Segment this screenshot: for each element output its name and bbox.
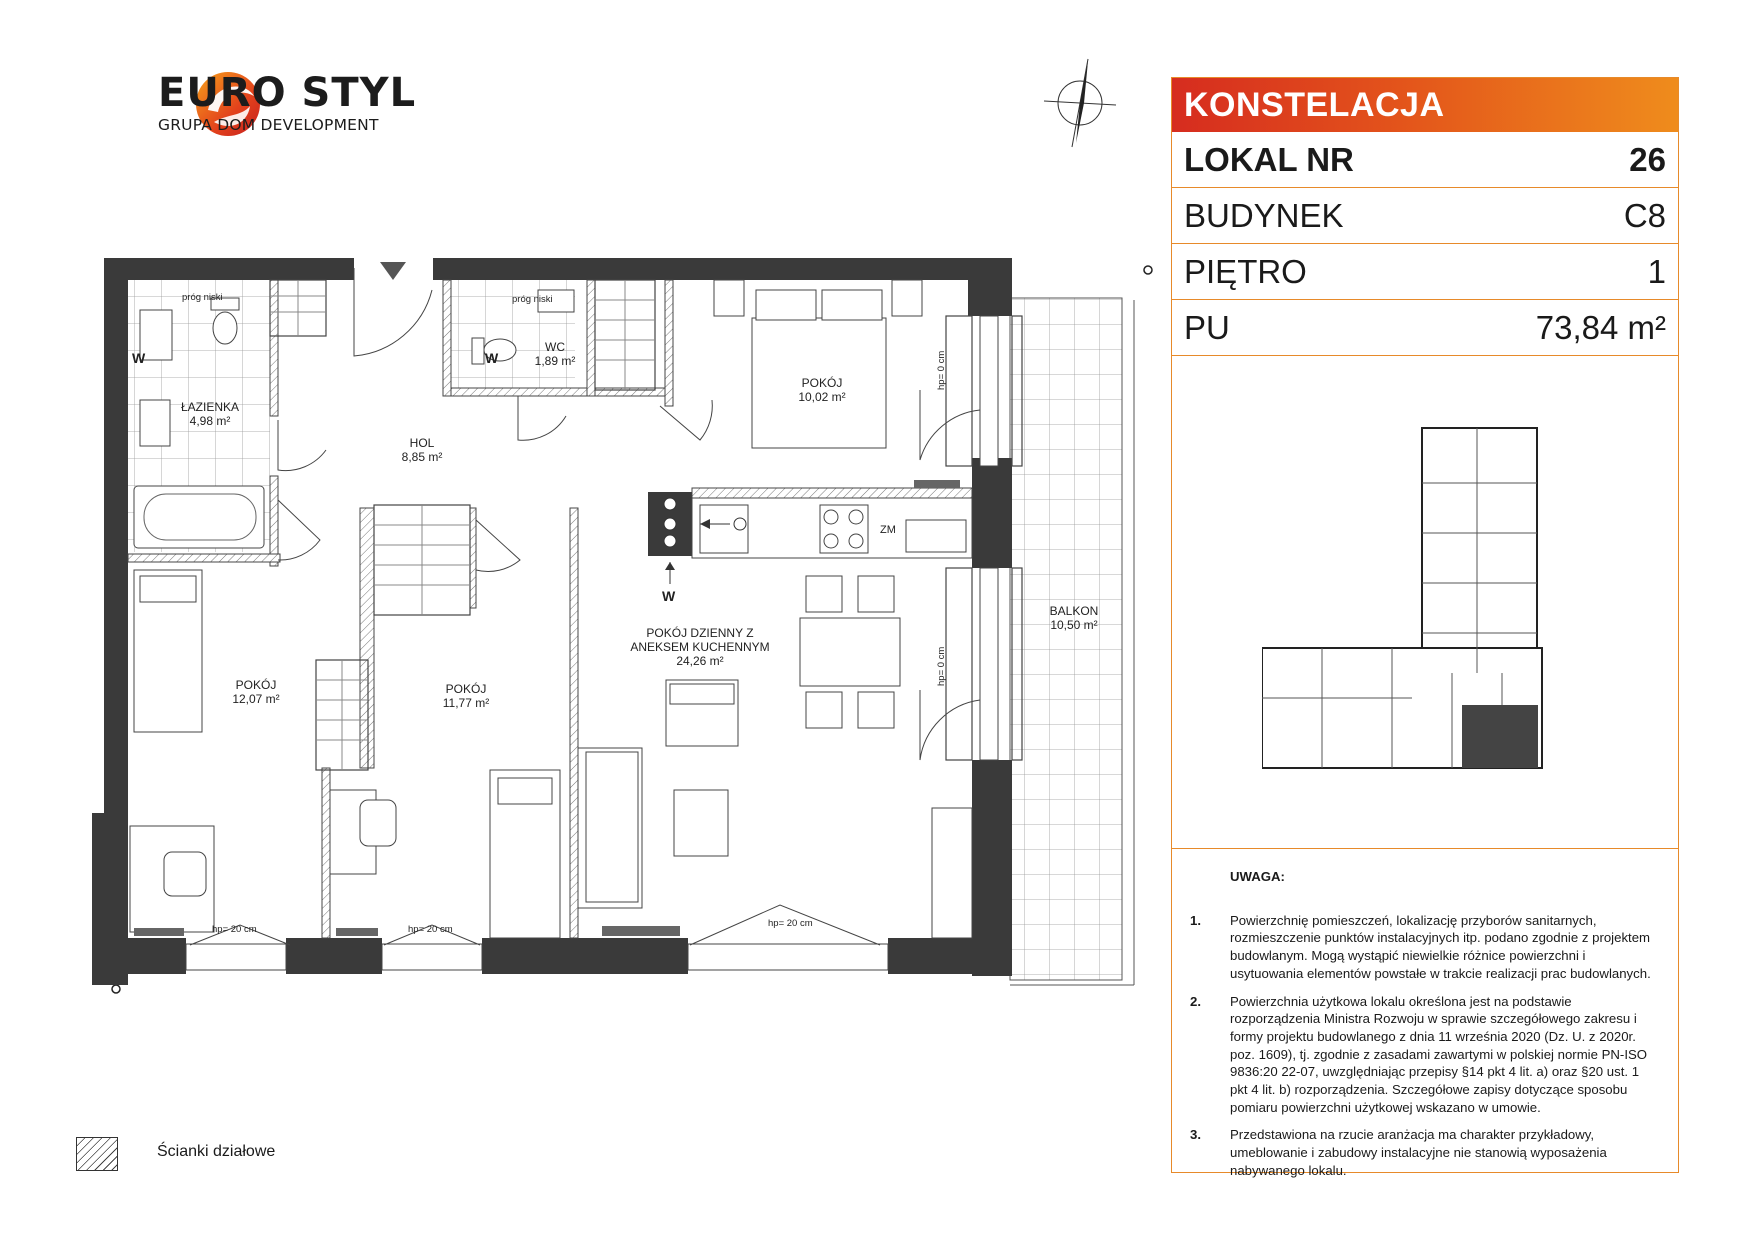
row-value: 1 [1647,253,1666,290]
unit-highlight [1462,705,1538,768]
room-name: POKÓJ [445,682,487,696]
room-name: ŁAZIENKA [180,400,240,414]
room-area: 12,07 m² [232,692,280,706]
room-living-kitchen [600,626,800,668]
room-hol [372,436,472,464]
brand-name: EURO STYL [158,70,417,116]
room-name: WC [545,340,565,354]
row-budynek [1172,188,1678,244]
partition-wall-legend-swatch [76,1137,118,1171]
balcony-area [1010,298,1122,980]
room-name: POKÓJ DZIENNY Z ANEKSEM KUCHENNYM [630,626,770,654]
w-label: W [485,350,499,366]
room-name: HOL [409,436,435,450]
room-name: POKÓJ [235,678,277,692]
row-lokal [1172,132,1678,188]
row-label: BUDYNEK [1184,197,1344,234]
row-label: LOKAL NR [1184,141,1354,178]
row-label: PU [1184,309,1230,346]
room-area: 4,98 m² [189,414,231,428]
note-item [1190,993,1660,1117]
toilet-icon [213,312,237,344]
prog-label: próg niski [182,292,223,303]
bathtub-icon [134,486,264,548]
info-panel [1171,77,1679,1178]
prog-label: próg niski [512,294,553,305]
hp-label: hp= 20 cm [768,918,813,929]
room-area: 11,77 m² [442,696,490,710]
chair-icon [164,852,206,896]
room-area: 8,85 m² [401,450,443,464]
room-area: 10,50 m² [1050,618,1098,632]
hp-label: hp= 0 cm [936,350,947,390]
room-balkon [1024,604,1124,632]
room-pokoj-bedroom [772,376,872,404]
note-number: 2. [1190,993,1201,1009]
brand-subtitle: GRUPA DOM DEVELOPMENT [158,116,379,134]
investment-header [1172,78,1678,132]
room-area: 1,89 m² [534,354,576,368]
room-area: 24,26 m² [676,654,724,668]
note-text: Powierzchnię pomieszczeń, lokalizację przyborów sanitarnych, rozmieszczenie punktów instalacyjnych itp. podano zgodnie z projektem budowlanym. Mogą wystąpić niewielkie różnice powierzchni i usytuowania elementów powstałe w trakcie realizacji prac budowlanych. [1230,912,1651,981]
row-pietro [1172,244,1678,300]
room-name: BALKON [1049,604,1099,618]
hp-label: hp= 20 cm [212,924,257,935]
note-item [1190,1126,1660,1179]
w-label: W [662,588,676,604]
w-label: W [132,350,146,366]
building-key-plan [1262,423,1592,773]
dining-table-icon [800,618,900,686]
zm-label: ZM [880,524,896,536]
hp-label: hp= 0 cm [936,646,947,686]
room-name: POKÓJ [801,376,843,390]
room-area: 10,02 m² [798,390,846,404]
room-lazienka [160,400,260,428]
row-label: PIĘTRO [1184,253,1307,290]
coffee-table-icon [674,790,728,856]
legend-label: Ścianki działowe [157,1143,276,1160]
row-value: 73,84 m² [1535,309,1666,346]
note-item [1190,912,1660,983]
row-pu [1172,300,1678,356]
note-text: Powierzchnia użytkowa lokalu określona jest na podstawie rozporządzenia Ministra Rozwoju w sprawie szczegółowego zakresu i formy projektu budowlanego z dnia 11 września 2020 (Dz. U. z 2020r. poz. 1609), tj. zgodnie z zasadami zawartymi w polskiej normie PN-ISO 9836:20 22-07, uwzględniając przepisy §14 pkt 4 lit. a) oraz §20 ust. 1 pkt 4 lit. b) rozporządzenia. Szczegółowe zapisy dotyczące sposobu pomiaru powierzchni użytkowej wskazano w umowie. [1230,993,1648,1115]
notes-section [1190,868,1660,1190]
panel-divider [1172,848,1678,849]
hp-label: hp= 20 cm [408,924,453,935]
room-pokoj-middle [416,682,516,710]
chair-icon [360,800,396,846]
room-wc [510,340,600,368]
row-value: C8 [1623,197,1666,234]
entrance-arrow-icon [380,262,406,280]
notes-title: UWAGA: [1230,869,1285,884]
note-text: Przedstawiona na rzucie aranżacja ma charakter przykładowy, umeblowanie i zabudowy instalacyjne nie stanowią wyposażenia nabywanego lokalu. [1230,1127,1607,1178]
investment-name: KONSTELACJA [1184,86,1445,124]
note-number: 1. [1190,912,1201,928]
row-value: 26 [1629,141,1666,178]
room-pokoj-left [206,678,306,706]
tv-cabinet-icon [932,808,972,938]
note-number: 3. [1190,1127,1201,1143]
